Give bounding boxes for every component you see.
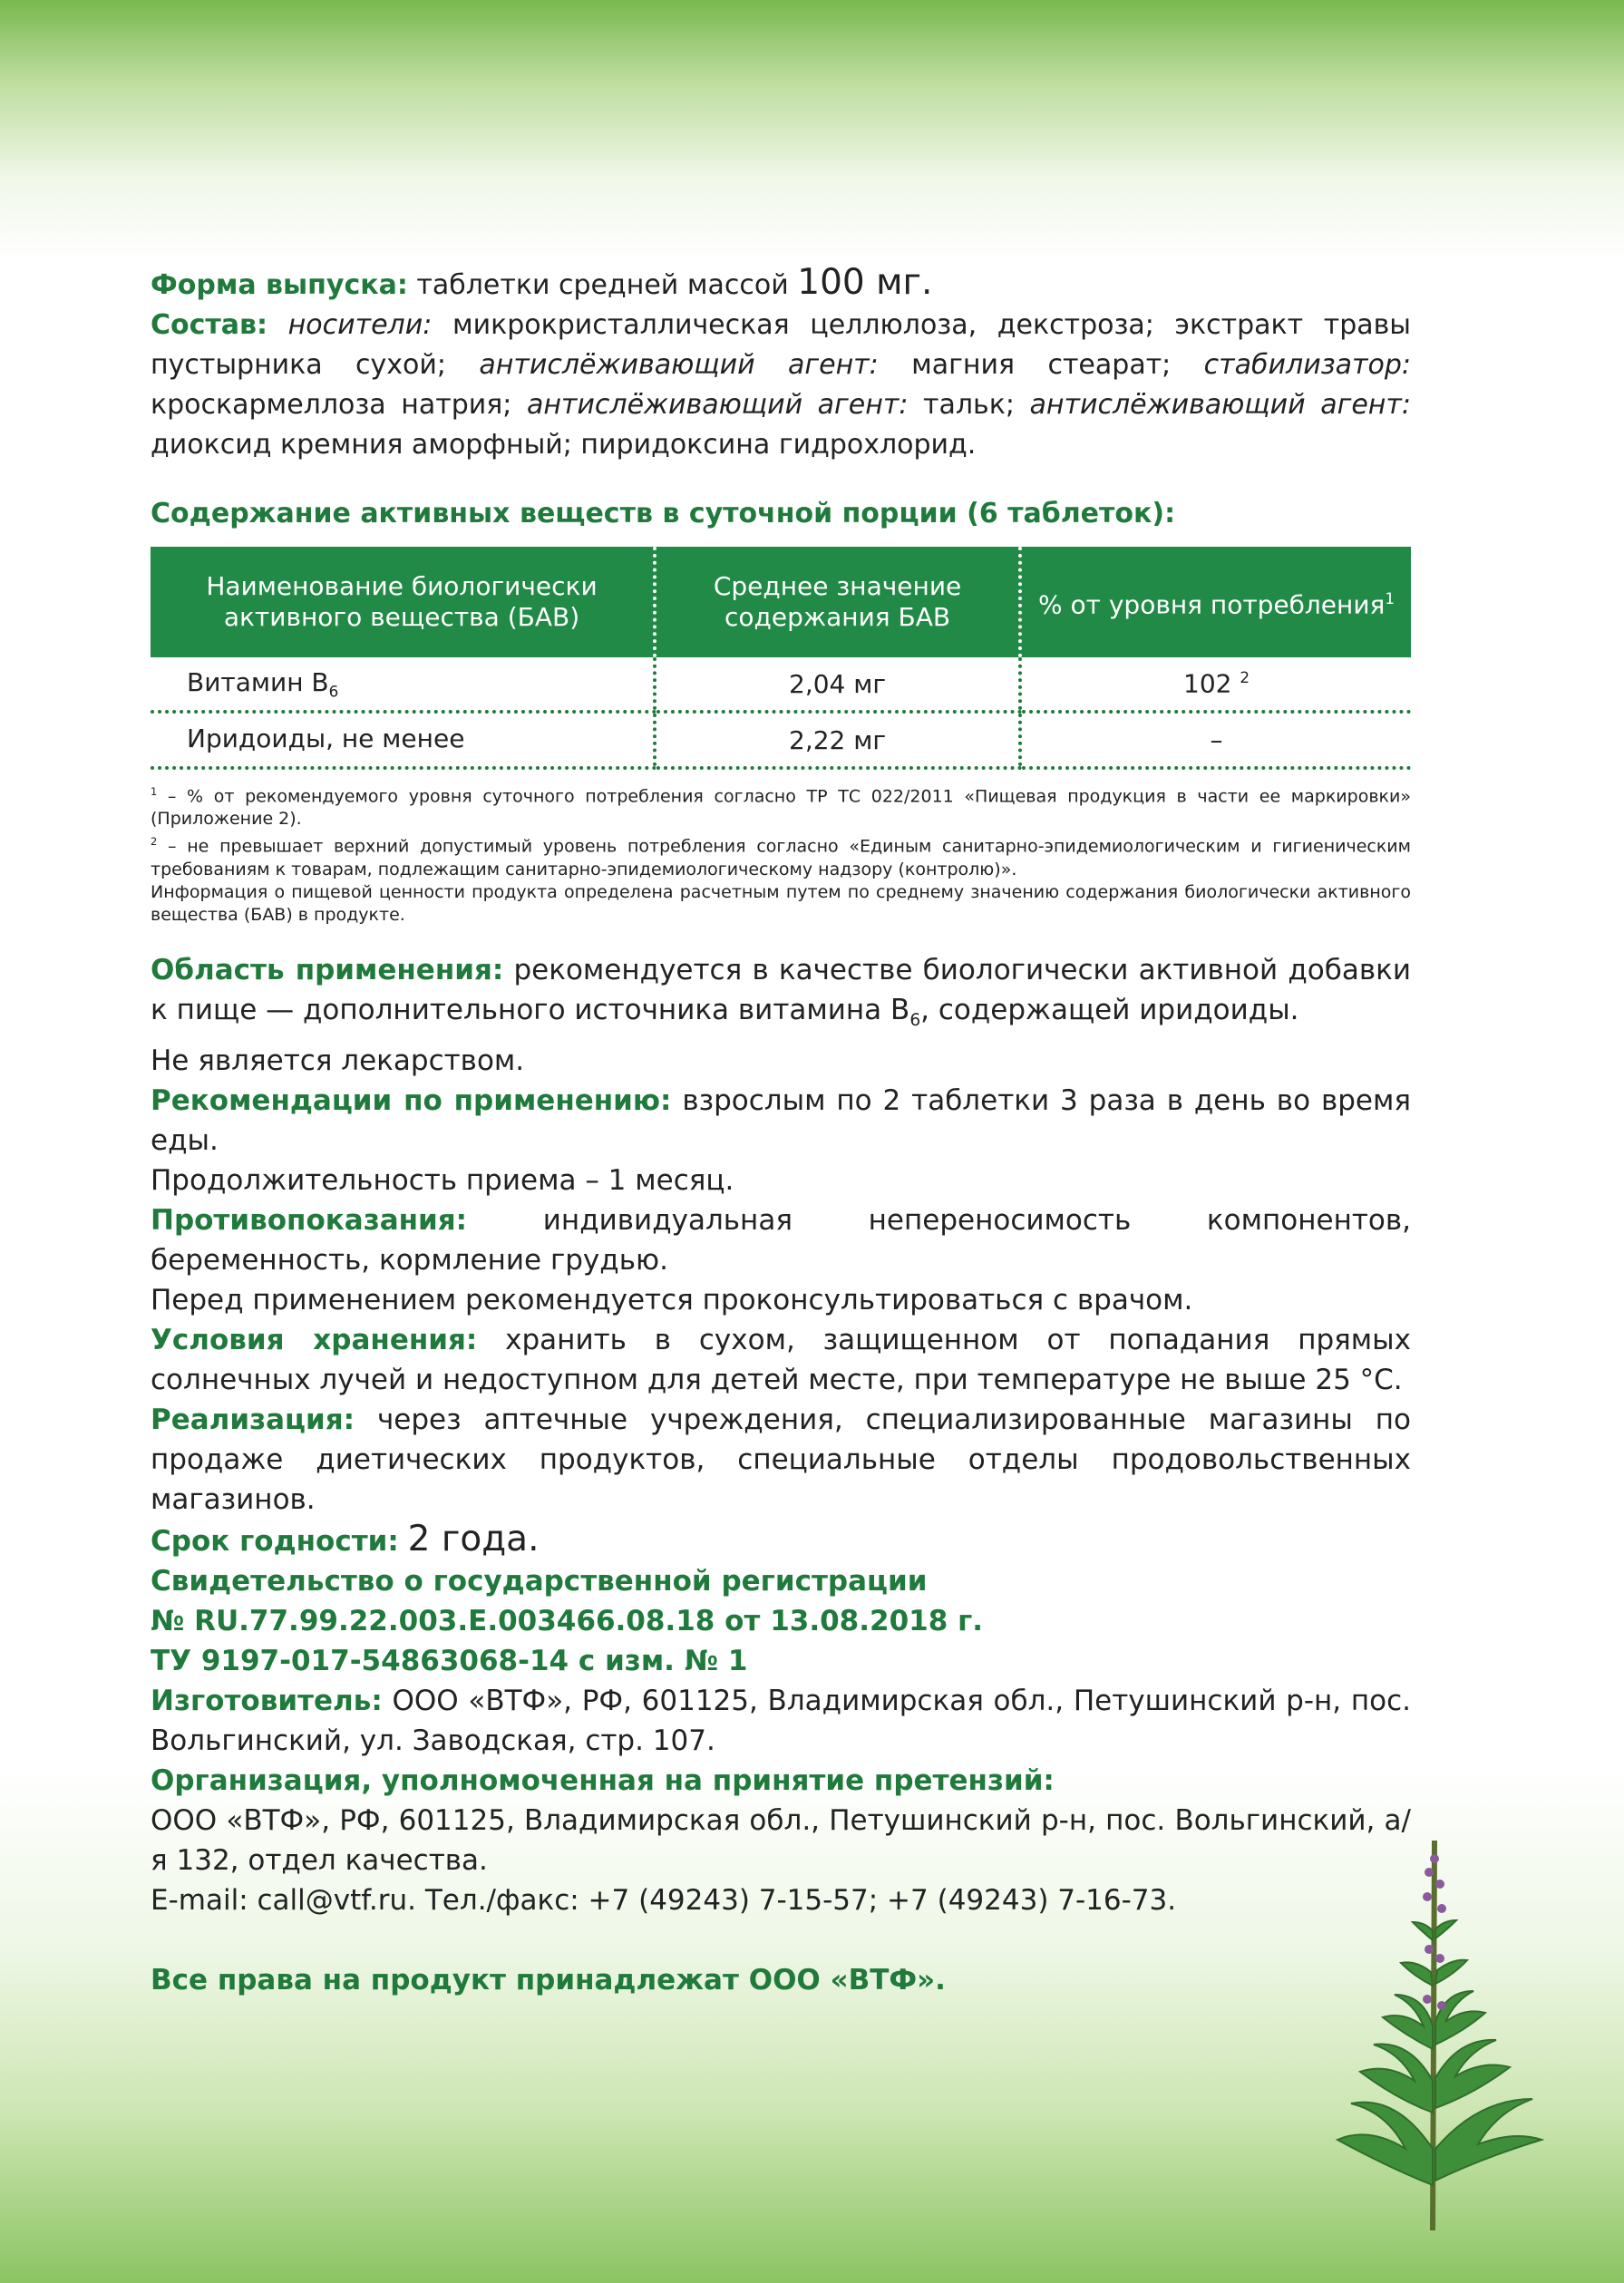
- composition-seg: антислёживающий агент:: [1029, 389, 1412, 421]
- composition: [151, 306, 1411, 465]
- sale-section: Реализация: через аптечные учреждения, специализированные магазины по продаже диетических продуктов, специальные отделы продовольственных магазинов.: [151, 1403, 1412, 1516]
- registration-line-3: ТУ 9197-017-54863068-14 с изм. № 1: [151, 1644, 748, 1677]
- application-note: Не является лекарством.: [151, 1044, 525, 1077]
- application-label: Область применения:: [151, 953, 504, 986]
- header-footnote-mark: 1: [1385, 589, 1395, 608]
- composition-label: Состав:: [151, 309, 268, 341]
- table-heading: Содержание активных веществ в суточной порции (6 таблеток):: [151, 498, 1176, 529]
- composition-seg: тальк;: [908, 389, 1030, 421]
- release-form: [151, 263, 1411, 306]
- composition-text: [151, 309, 1411, 461]
- composition-seg: диоксид кремния аморфный; пиридоксина гидрохлорид.: [151, 429, 977, 461]
- shelf-life-label: Срок годности:: [151, 1524, 399, 1558]
- release-form-text: таблетки средней массой: [416, 269, 789, 301]
- recommendations-duration: Продолжительность приема – 1 месяц.: [151, 1163, 734, 1197]
- release-form-mass: 100 мг.: [797, 262, 933, 303]
- registration-line-2: № RU.77.99.22.003.Е.003466.08.18 от 13.08.2018 г.: [151, 1604, 984, 1637]
- sale-label: Реализация:: [151, 1403, 355, 1436]
- row-value: 2,22 мг: [655, 712, 1020, 768]
- storage-section: Условия хранения: хранить в сухом, защищенном от попадания прямых солнечных лучей и недоступном для детей месте, при температуре не выше 25 °С.: [151, 1323, 1412, 1396]
- footnote: $^2$ – не превышает верхний допустимый уровень потребления согласно «Единым санитарно-эпидемиологическим и гигиеническим требованиям к товарам, подлежащим санитарно-эпидемиологическому надзору (контролю)».: [151, 835, 1411, 879]
- recommendations-section: Рекомендации по применению: взрослым по 2 таблетки 3 раза в день во время еды.: [151, 1083, 1412, 1157]
- rights-notice: Все права на продукт принадлежат ООО «ВТФ».: [151, 1963, 946, 1996]
- manufacturer-label: Изготовитель:: [151, 1684, 383, 1717]
- row-name: Иридоиды, не менее: [151, 712, 655, 768]
- row-percent: –: [1020, 712, 1411, 768]
- composition-seg: антислёживающий агент:: [479, 349, 879, 381]
- release-form-label: Форма выпуска:: [151, 269, 408, 301]
- header-percent: % от уровня потребления$^1$: [1020, 547, 1411, 657]
- footnotes: [151, 781, 1411, 927]
- shelf-life-value: 2 года.: [407, 1518, 540, 1559]
- composition-seg: стабилизатор:: [1203, 349, 1412, 381]
- storage-label: Условия хранения:: [151, 1323, 478, 1356]
- main-sections: [151, 950, 1411, 2000]
- manufacturer-section: Изготовитель: ООО «ВТФ», РФ, 601125, Владимирская обл., Петушинский р-н, пос. Вольгинский, ул. Заводская, стр. 107.: [151, 1684, 1411, 1757]
- composition-seg: магния стеарат;: [878, 349, 1204, 381]
- claims-address: ООО «ВТФ», РФ, 601125, Владимирская обл., Петушинский р-н, пос. Вольгинский, а/я 132, отдел качества.: [151, 1803, 1411, 1877]
- table-row: [151, 657, 1411, 712]
- motherwort-plant-icon: [1251, 1841, 1614, 2230]
- claims-label: Организация, уполномоченная на принятие претензий:: [151, 1763, 1055, 1797]
- bav-table: [151, 547, 1411, 770]
- document-content: [151, 263, 1411, 2000]
- table-row: [151, 712, 1411, 768]
- table-header-row: [151, 547, 1411, 657]
- composition-seg: кроскармеллоза натрия;: [151, 389, 527, 421]
- composition-seg: микрокристаллическая целлюлоза, декстроза; экстракт травы пустырника сухой;: [151, 309, 1411, 381]
- shelf-life-section: [151, 1520, 1411, 1561]
- header-average: Среднее значение содержания БАВ: [655, 547, 1020, 657]
- registration-line-1: Свидетельство о государственной регистрации: [151, 1564, 928, 1598]
- header-substance: Наименование биологически активного вещества (БАВ): [151, 547, 655, 657]
- contraindications-note: Перед применением рекомендуется проконсультироваться с врачом.: [151, 1283, 1193, 1316]
- recommendations-label: Рекомендации по применению:: [151, 1083, 672, 1117]
- application-section: Область применения: рекомендуется в качестве биологически активной добавки к пище — дополнительного источника витамина $B_6$, содержащей иридоиды.: [151, 953, 1412, 1030]
- contraindications-section: Противопоказания: индивидуальная непереносимость компонентов, беременность, кормление грудью.: [151, 1203, 1411, 1277]
- composition-seg: носители:: [287, 309, 433, 341]
- contraindications-label: Противопоказания:: [151, 1203, 468, 1237]
- composition-seg: антислёживающий агент:: [526, 389, 909, 421]
- row-name: Витамин $B_6$: [151, 657, 655, 712]
- row-value: 2,04 мг: [655, 657, 1020, 712]
- footnote: Информация о пищевой ценности продукта определена расчетным путем по среднему значению содержания биологически активного вещества (БАВ) в продукте.: [151, 881, 1411, 925]
- row-percent: 102 $^2$: [1020, 657, 1411, 712]
- claims-contacts: E-mail: call@vtf.ru. Тел./факс: +7 (49243) 7-15-57; +7 (49243) 7-16-73.: [151, 1883, 1177, 1917]
- footnote: $^1$ – % от рекомендуемого уровня суточного потребления согласно ТР ТС 022/2011 «Пищевая продукция в части ее маркировки» (Приложение 2).: [151, 785, 1411, 830]
